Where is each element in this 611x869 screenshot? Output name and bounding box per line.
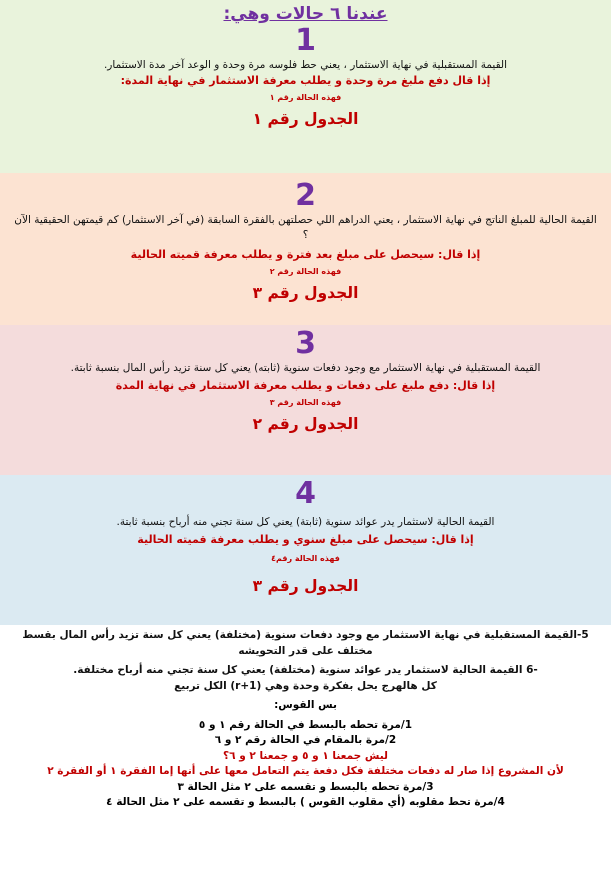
bottom-notes	[0, 628, 611, 811]
section-text: القيمة المستقبلية في نهاية الاستثمار مع وجود دفعات سنوية (ثابته) يعني كل سنة تزيد رأس المال بنسبة ثابتة.	[70, 362, 541, 374]
section-text: القيمة الحالية للمبلغ الناتج في نهاية الاستثمار ، يعني الدراهم اللي حصلتهن بالفقرة السابقة (في آخر الاستثمار) كم قيمتهن الحقيقية الآن ؟	[14, 214, 597, 241]
section-1	[0, 0, 611, 173]
rule-2: 2/مرة بالمقام في الحالة رقم ٢ و ٦	[214, 734, 397, 746]
rule-3: 3/مرة تحطه بالبسط و تقسمه على ٢ مثل الحالة ٣	[177, 780, 434, 793]
question-note: ليش جمعنا ١ و ٥ و جمعنا ٢ و ٦؟	[223, 749, 388, 762]
case-6-text: -6 القيمة الحالية لاستثمار يدر عوائد سنوية (مختلفة) يعني كل سنة تجني منه أرباح مختلفة.	[73, 664, 538, 676]
section-number: 3	[295, 326, 316, 361]
section-condition: إذا قال: سيحصل على مبلغ سنوي و يطلب معرفة قميته الحالية	[137, 533, 474, 546]
section-number: 1	[295, 23, 316, 58]
section-table: الجدول رقم ٢	[252, 415, 359, 433]
formula-note: كل هالهرج يحل بفكرة وحدة وهي (r+1) الكل تربيع	[174, 679, 437, 692]
section-condition: إذا قال: سيحصل على مبلغ بعد فترة و يطلب معرفة قميته الحالية	[130, 248, 481, 261]
section-3	[0, 325, 611, 475]
section-table: الجدول رقم ٣	[252, 577, 359, 595]
rule-1: 1/مرة تحطه بالبسط في الحالة رقم ١ و ٥	[198, 718, 413, 731]
section-condition: إذا قال: دفع ملبغ على دفعات و يطلب معرفة الاستثمار في نهاية المدة	[115, 379, 496, 392]
explanation-note: لأن المشروع إذا صار له دفعات مختلفة فكل دفعة يتم التعامل معها على أنها إما الفقرة ١ أو الفقرة ٢	[47, 765, 564, 777]
section-case: فهذه الحالة رقم٤	[271, 554, 340, 563]
rule-4: 4/مرة تحط مقلوبه (أي مقلوب القوس ) بالبسط و تقسمه على ٢ مثل الحالة ٤	[106, 796, 505, 808]
heading-text: عندنا ٦ حالات وهي:	[223, 4, 388, 24]
section-case: فهذه الحالة رقم ٣	[269, 398, 342, 407]
section-table: الجدول رقم ١	[252, 110, 359, 128]
section-text: القيمة المستقبلية في نهاية الاستثمار ، يعني حط فلوسه مرة وحدة و الوعد آخر مدة الاستثمار.	[103, 59, 508, 71]
section-2	[0, 173, 611, 325]
section-number: 2	[295, 178, 316, 213]
section-table: الجدول رقم ٣	[252, 284, 359, 302]
section-condition: إذا قال دفع ملبغ مرة وحدة و يطلب معرفة الاستثمار في نهاية المدة:	[120, 74, 491, 87]
bracket-note: بس القوس:	[274, 699, 337, 711]
section-case: فهذه الحالة رقم ١	[269, 93, 342, 102]
section-4	[0, 475, 611, 625]
section-text: القيمة الحالية لاستثمار يدر عوائد سنوية (ثابتة) يعني كل سنة تجني منه أرباح بنسبة ثابتة.	[116, 516, 495, 528]
section-case: فهذه الحالة رقم ٢	[269, 267, 342, 276]
case-5-text: 5-القيمة المستقبلية في نهاية الاستثمار مع وجود دفعات سنوية (مختلفة) يعني كل سنة تزيد رأس المال بقسط مختلف على قدر التحويشه	[22, 629, 589, 657]
page-heading	[0, 4, 611, 24]
section-number: 4	[295, 476, 316, 511]
